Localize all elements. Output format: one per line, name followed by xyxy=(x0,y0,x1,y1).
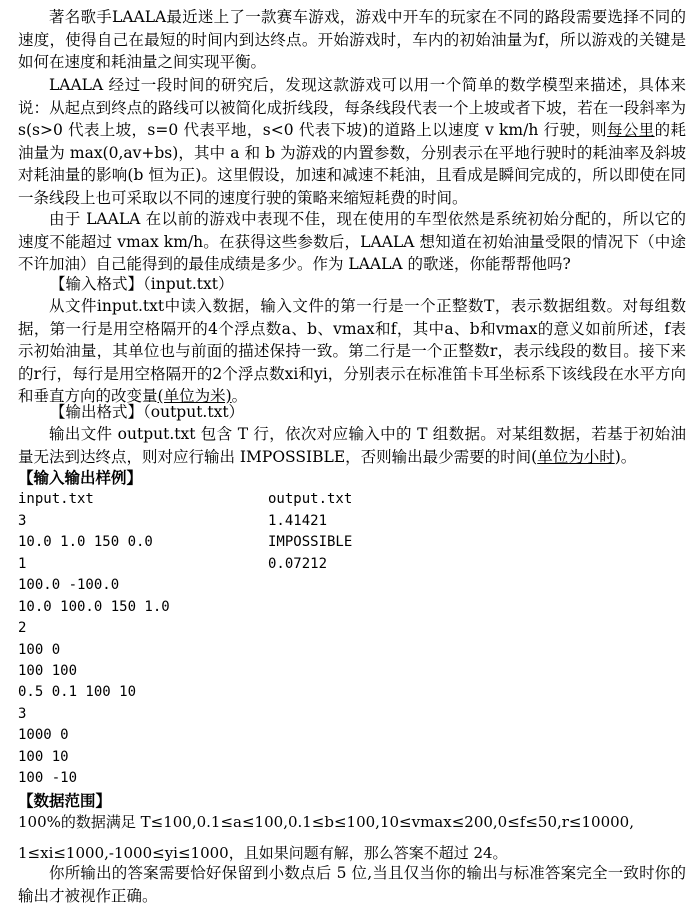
sample-input-line: 10.0 1.0 150 0.0 xyxy=(18,534,153,550)
sample-input-line: 3 xyxy=(18,706,27,722)
range-heading: 【数据范围】 xyxy=(18,791,112,810)
sample-input-line: 10.0 100.0 150 1.0 xyxy=(18,599,170,615)
sample-input-line: 3 xyxy=(18,513,27,529)
sample-output-title: output.txt xyxy=(268,491,353,507)
sample-input-line: 1000 0 xyxy=(18,727,69,743)
sample-output-line: IMPOSSIBLE xyxy=(268,534,353,550)
sample-heading: 【输入输出样例】 xyxy=(18,468,143,487)
output-format-text-a: 输出文件 output.txt 包含 T 行，依次对应输入中的 T 组数据。对某组数据，若基于初始油量无法到达终点，则对应行输出 IMPOSSIBLE，否则输出最少需要的时间( xyxy=(18,425,686,466)
sample-input-line: 100 10 xyxy=(18,749,69,765)
output-format-heading: 【输出格式】（output.txt） xyxy=(50,403,245,421)
range-line-2: 1≤xi≤1000,-1000≤yi≤1000，且如果问题有解，那么答案不超过 24。 xyxy=(18,844,508,862)
sample-input-line: 2 xyxy=(18,620,27,636)
sample-input-line: 100.0 -100.0 xyxy=(18,577,120,593)
input-format-text-a: 从文件input.txt中读入数据，输入文件的第一行是一个正整数T，表示数据组数。对每组数据，第一行是用空格隔开的4个浮点数a、b、vmax和f，其中a、b和vmax的意义如前所述，f表示初始油量，其单位也与前面的描述保持一致。第二行是一个正整数r，表示线段的数目。接下来的r行，每行是用空格隔开的2个浮点数xi和yi，分别表示在标准笛卡耳坐标系下该线段在水平方向和垂直方向的改变量 xyxy=(18,297,686,405)
intro-paragraph-3 xyxy=(18,208,686,276)
sample-input-line: 100 0 xyxy=(18,642,61,658)
sample-output-line: 0.07212 xyxy=(268,556,328,572)
intro-paragraph-1 xyxy=(18,6,686,74)
range-line-1: 100%的数据满足 T≤100,0.1≤a≤100,0.1≤b≤100,10≤vmax≤200,0≤f≤50,r≤10000, xyxy=(18,813,634,831)
answer-precision-note-text: 你所输出的答案需要恰好保留到小数点后 5 位,当且仅当你的输出与标准答案完全一致时你的输出才被视作正确。 xyxy=(18,864,686,905)
intro-paragraph-2 xyxy=(18,74,686,209)
per-km-underlined: 每公里 xyxy=(607,121,655,139)
sample-output-line: 1.41421 xyxy=(268,513,328,529)
input-format-text-b: 。 xyxy=(231,387,248,405)
sample-input-line: 1 xyxy=(18,556,27,572)
answer-precision-note xyxy=(18,862,686,907)
input-format-paragraph xyxy=(18,295,686,408)
sample-input-title: input.txt xyxy=(18,491,94,507)
intro-paragraph-2-text-b: 的耗油量为 max(0,av+bs)，其中 a 和 b 为游戏的内置参数，分别表示在平地行驶时的耗油率及斜坡对耗油量的影响(b 恒为正)。这里假设，加速和减速不耗油，且看成是瞬间完成的，所以即使在同一条线段上也可采取以不同的速度行驶的策略来缩短耗费的时间。 xyxy=(18,121,686,207)
unit-hours-underlined: 单位为小时 xyxy=(537,447,615,466)
intro-paragraph-1-text: 著名歌手LAALA最近迷上了一款赛车游戏，游戏中开车的玩家在不同的路段需要选择不同的速度，使得自己在最短的时间内到达终点。开始游戏时，车内的初始油量为f，所以游戏的关键是如何在速度和耗油量之间实现平衡。 xyxy=(18,8,686,71)
output-format-text-b: )。 xyxy=(614,447,637,466)
sample-input-line: 100 -10 xyxy=(18,770,78,786)
sample-input-line: 0.5 0.1 100 10 xyxy=(18,684,137,700)
sample-input-line: 100 100 xyxy=(18,663,78,679)
intro-paragraph-3-text: 由于 LAALA 在以前的游戏中表现不佳，现在使用的车型依然是系统初始分配的，所以它的速度不能超过 vmax km/h。在获得这些参数后，LAALA 想知道在初始油量受限的情况下（中途不许加油）自己能得到的最佳成绩是多少。作为 LAALA 的歌迷，你能帮帮他吗? xyxy=(18,210,686,273)
unit-meters-underlined: (单位为米) xyxy=(157,387,232,405)
output-format-paragraph xyxy=(18,423,686,468)
intro-paragraph-2-text-a: LAALA 经过一段时间的研究后，发现这款游戏可以用一个简单的数学模型来描述，具体来说：从起点到终点的路线可以被简化成折线段，每条线段代表一个上坡或者下坡，若在一段斜率为 s(s>0 代表上坡，s=0 代表平地，s<0 代表下坡)的道路上以速度 v km/h 行驶，则 xyxy=(18,76,686,139)
input-format-heading: 【输入格式】（input.txt） xyxy=(50,275,234,293)
